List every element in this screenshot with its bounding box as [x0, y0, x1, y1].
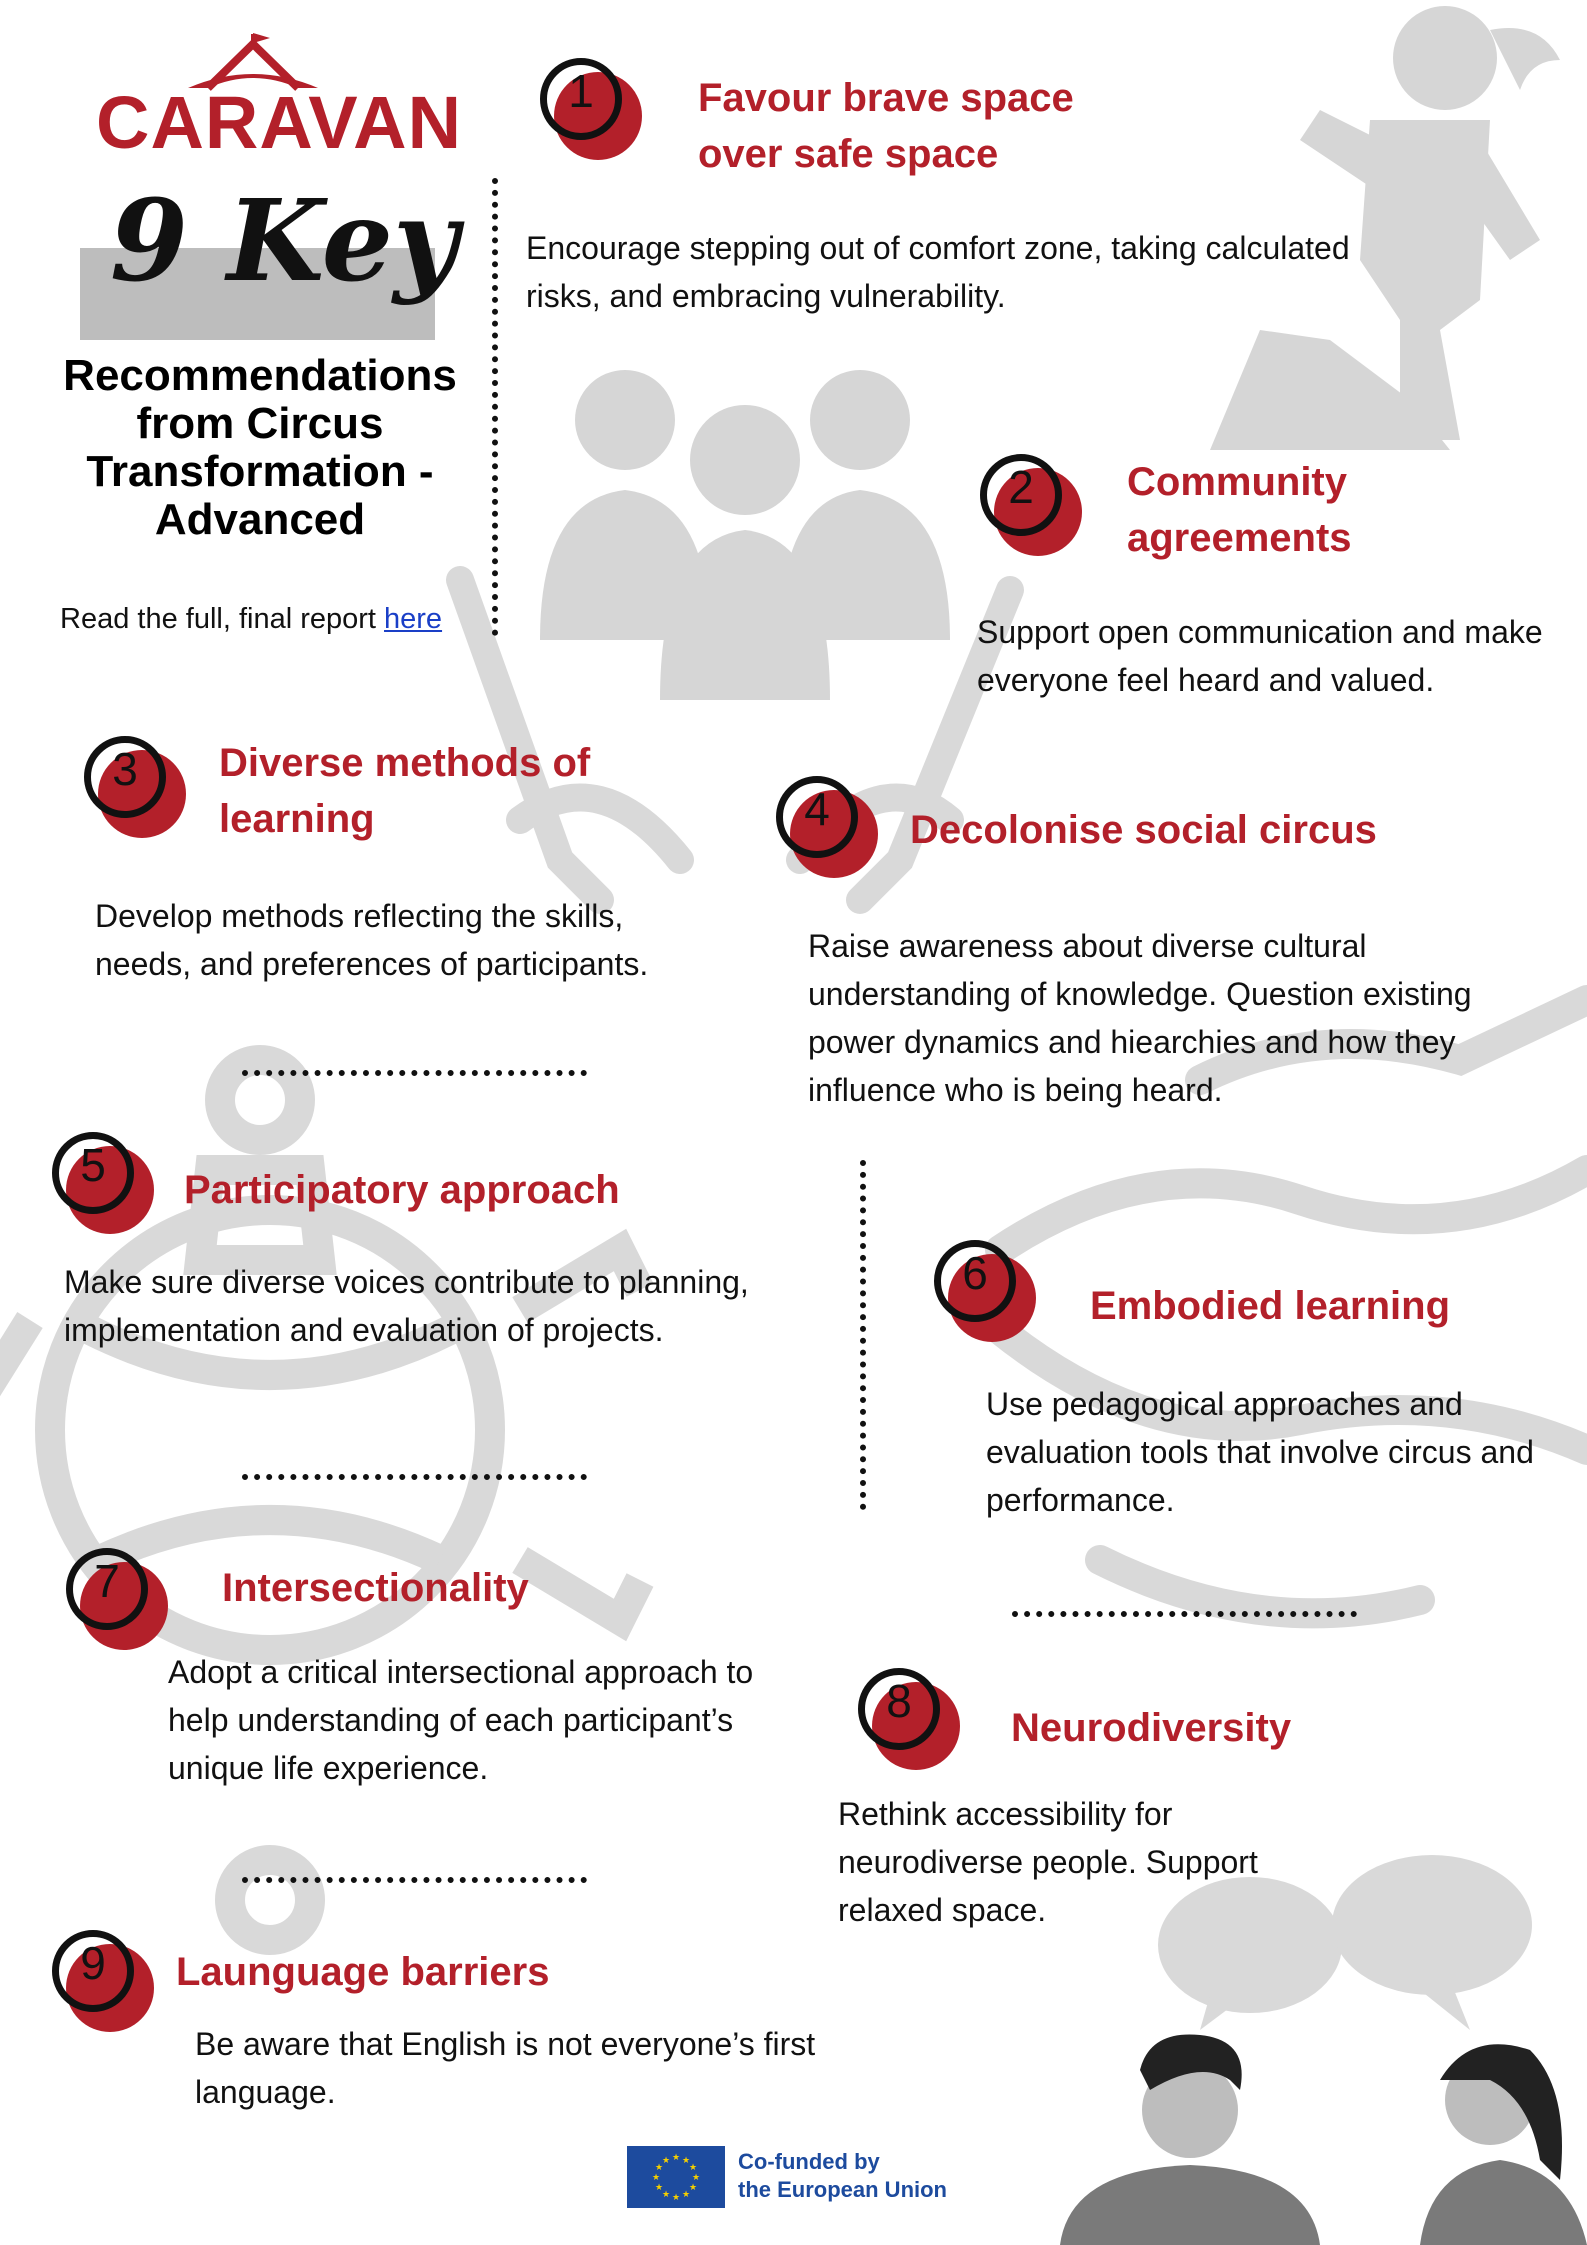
number-badge-5: 5: [52, 1132, 146, 1226]
svg-text:★: ★: [671, 2193, 681, 2203]
item-5-description: Make sure diverse voices contribute to planning, implementation and evaluation of projects.: [64, 1264, 749, 1348]
key-script-title: 9 Key: [110, 176, 459, 307]
number-badge-7: 7: [66, 1548, 160, 1642]
number-badge-9: 9: [52, 1930, 146, 2024]
item-3-heading: Diverse methods of learning: [219, 741, 591, 841]
item-6-heading: Embodied learning: [1090, 1284, 1451, 1328]
divider-horizontal-4: [1012, 1611, 1357, 1617]
number-badge-2: 2: [980, 454, 1074, 548]
divider-vertical-middle: [860, 1160, 866, 1510]
item-8-description: Rethink accessibility for neurodiverse people. Support relaxed space.: [838, 1796, 1258, 1928]
item-5-heading: Participatory approach: [184, 1168, 620, 1212]
svg-text:★: ★: [661, 2190, 671, 2200]
page-title: Recommendations from Circus Transformation - Advanced: [63, 351, 457, 544]
item-9-description: Be aware that English is not everyone’s first language.: [195, 2026, 816, 2110]
svg-text:★: ★: [654, 2183, 664, 2193]
item-1-heading: Favour brave space over safe space: [698, 76, 1074, 176]
number-badge-3: 3: [84, 736, 178, 830]
divider-vertical-top: [492, 178, 498, 636]
svg-text:★: ★: [688, 2183, 698, 2193]
number-badge-4: 4: [776, 776, 870, 870]
item-3-description: Develop methods reflecting the skills, needs, and preferences of participants.: [95, 898, 649, 982]
item-2-heading: Community agreements: [1127, 460, 1352, 560]
people-illustration: [1060, 2034, 1587, 2245]
svg-text:★: ★: [691, 2173, 701, 2183]
item-7-heading: Intersectionality: [222, 1566, 529, 1610]
item-2-description: Support open communication and make everyone feel heard and valued.: [977, 614, 1543, 698]
eu-cofunded-label: [738, 2148, 947, 2204]
item-7-description: Adopt a critical intersectional approach to help understanding of each participant’s unique life experience.: [168, 1654, 754, 1786]
eu-flag-icon: [627, 2146, 725, 2208]
item-1-description: Encourage stepping out of comfort zone, taking calculated risks, and embracing vulnerability.: [526, 230, 1350, 314]
report-link-line: [60, 603, 442, 636]
svg-text:★: ★: [688, 2163, 698, 2173]
item-8-heading: Neurodiversity: [1011, 1706, 1292, 1750]
number-badge-6: 6: [934, 1240, 1028, 1334]
report-link[interactable]: here: [384, 603, 443, 635]
eu-line-1: Co-funded by: [738, 2149, 880, 2174]
item-4-description: Raise awareness about diverse cultural understanding of knowledge. Question existing power dynamics and hiearchies and how they influence who is being heard.: [808, 928, 1472, 1108]
item-9-heading: Launguage barriers: [176, 1950, 550, 1994]
item-6-description: Use pedagogical approaches and evaluation tools that involve circus and performance.: [986, 1386, 1534, 1518]
svg-text:★: ★: [681, 2190, 691, 2200]
svg-text:★: ★: [651, 2173, 661, 2183]
divider-horizontal-1: [242, 1070, 587, 1076]
svg-text:★: ★: [661, 2156, 671, 2166]
svg-text:★: ★: [654, 2163, 664, 2173]
number-badge-1: 1: [540, 58, 634, 152]
svg-text:★: ★: [681, 2156, 691, 2166]
eu-line-2: the European Union: [738, 2177, 947, 2202]
svg-text:★: ★: [671, 2153, 681, 2163]
item-4-heading: Decolonise social circus: [910, 808, 1377, 852]
report-link-prefix: Read the full, final report: [60, 603, 385, 635]
group-people-icon: [540, 370, 950, 700]
number-badge-8: 8: [858, 1668, 952, 1762]
brand-logo: CARAVAN: [96, 81, 463, 164]
divider-horizontal-3: [242, 1877, 587, 1883]
divider-horizontal-2: [242, 1474, 587, 1480]
